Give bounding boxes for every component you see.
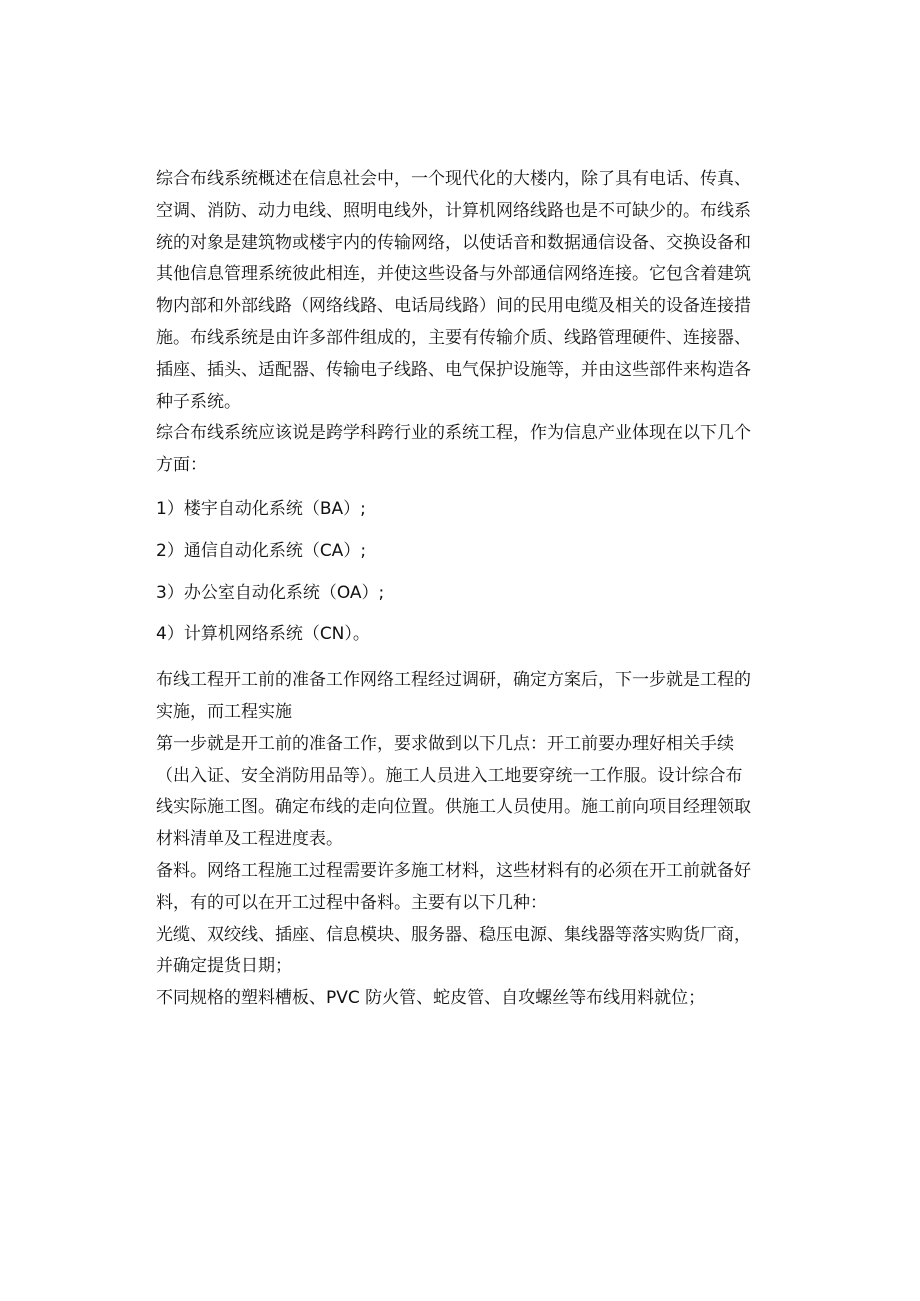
paragraph-preparation-intro: 布线工程开工前的准备工作网络工程经过调研，确定方案后，下一步就是工程的实施，而工程实施 [156,670,751,722]
paragraph-first-step: 第一步就是开工前的准备工作，要求做到以下几点：开工前要办理好相关手续（出入证、安全消防用品等）。施工人员进入工地要穿统一工作服。设计综合布线实际施工图。确定布线的走向位置。供施工人员使用。施工前向项目经理领取材料清单及工程进度表。 [156,733,751,850]
list-item-oa: 3）办公室自动化系统（OA）; [156,582,385,603]
list-item-ba: 1）楼宇自动化系统（BA）; [156,498,366,519]
list-item-cn: 4）计算机网络系统（CN）。 [156,624,370,645]
paragraph-overview: 综合布线系统概述在信息社会中，一个现代化的大楼内，除了具有电话、传真、空调、消防、动力电线、照明电线外，计算机网络线路也是不可缺少的。布线系统的对象是建筑物或楼宇内的传输网络，以使话音和数据通信设备、交换设备和其他信息管理系统彼此相连，并使这些设备与外部通信网络连接。它包含着建筑物内部和外部线路（网络线路、电话局线路）间的民用电缆及相关的设备连接措施。布线系统是由许多部件组成的，主要有传输介质、线路管理硬件、连接器、插座、插头、适配器、传输电子线路、电气保护设施等，并由这些部件来构造各种子系统。 [156,169,751,412]
list-item-ca: 2）通信自动化系统（CA）; [156,540,367,561]
document-body [156,164,756,1015]
paragraph-materials: 备料。网络工程施工过程需要许多施工材料，这些材料有的必须在开工前就备好料，有的可以在开工过程中备料。主要有以下几种： [156,860,751,913]
paragraph-cables: 光缆、双绞线、插座、信息模块、服务器、稳压电源、集线器等落实购货厂商，并确定提货日期； [156,924,751,977]
paragraph-conduits: 不同规格的塑料槽板、PVC 防火管、蛇皮管、自攻螺丝等布线用料就位； [156,988,706,1009]
paragraph-aspects-intro: 综合布线系统应该说是跨学科跨行业的系统工程，作为信息产业体现在以下几个方面： [156,423,751,476]
